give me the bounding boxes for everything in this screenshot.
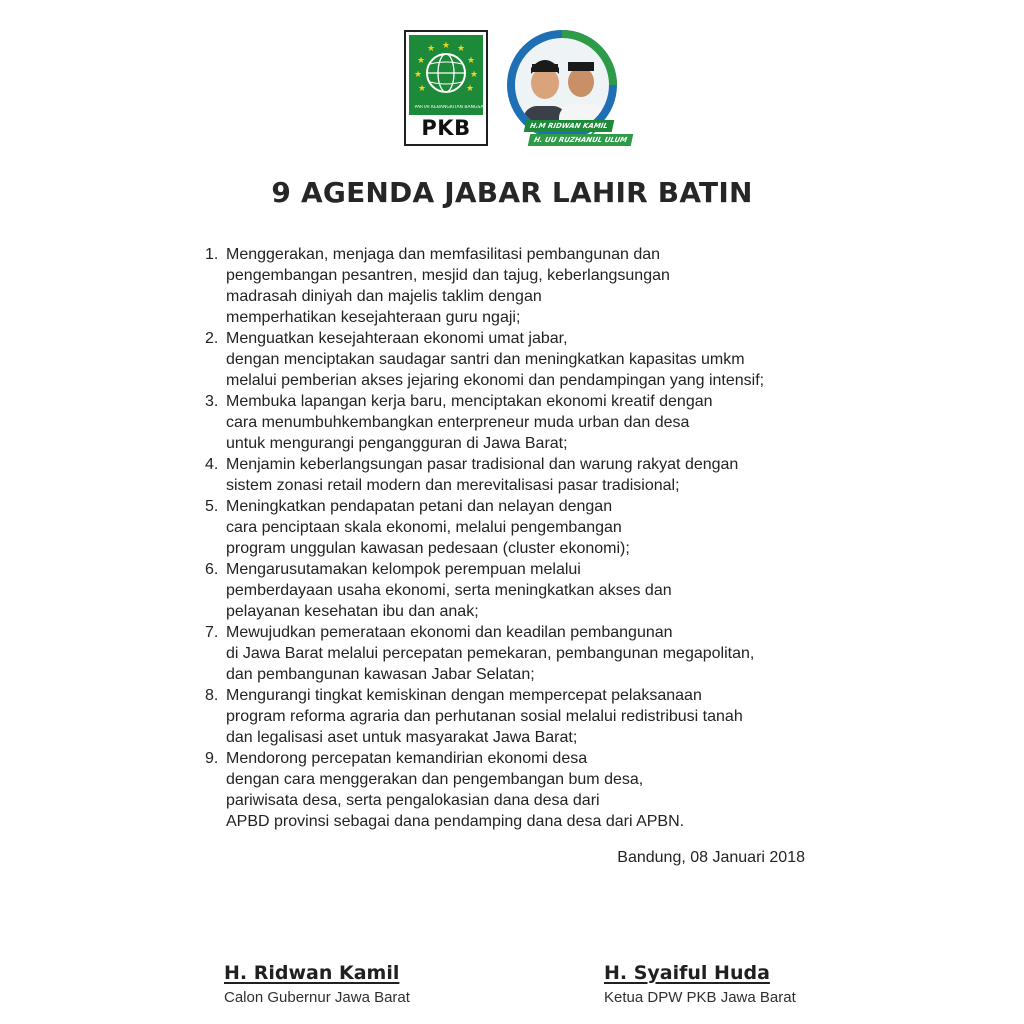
agenda-item	[205, 559, 825, 622]
agenda-line: memperhatikan kesejahteraan guru ngaji;	[226, 309, 521, 326]
agenda-line: di Jawa Barat melalui percepatan pemekaran, pembangunan megapolitan,	[226, 645, 755, 662]
agenda-line: madrasah diniyah dan majelis taklim dengan	[226, 288, 542, 305]
agenda-line: dengan cara menggerakan dan pengembangan bum desa,	[226, 771, 644, 788]
svg-text:★: ★	[416, 56, 426, 66]
agenda-line: Menggerakan, menjaga dan memfasilitasi pembangunan dan	[226, 246, 661, 263]
agenda-number: 3.	[205, 393, 219, 410]
agenda-line: dengan menciptakan saudagar santri dan meningkatkan kapasitas umkm	[226, 351, 745, 368]
agenda-line: dan pembangunan kawasan Jabar Selatan;	[226, 666, 535, 683]
agenda-line: Mengurangi tingkat kemiskinan dengan mempercepat pelaksanaan	[226, 687, 702, 704]
agenda-list	[205, 244, 825, 832]
agenda-line: pelayanan kesehatan ibu dan anak;	[226, 603, 479, 620]
place-date: Bandung, 08 Januari 2018	[617, 849, 805, 866]
document-title: 9 AGENDA JABAR LAHIR BATIN	[271, 176, 753, 209]
agenda-number: 9.	[205, 750, 219, 767]
agenda-line: Menjamin keberlangsungan pasar tradisional dan warung rakyat dengan	[226, 456, 739, 473]
svg-text:★: ★	[426, 44, 436, 54]
svg-text:★: ★	[417, 84, 427, 94]
agenda-line: sistem zonasi retail modern dan merevitalisasi pasar tradisional;	[226, 477, 680, 494]
agenda-line: dan legalisasi aset untuk masyarakat Jawa Barat;	[226, 729, 578, 746]
agenda-line: pemberdayaan usaha ekonomi, serta meningkatkan akses dan	[226, 582, 672, 599]
agenda-item	[205, 496, 825, 559]
agenda-item	[205, 748, 825, 832]
svg-text:★: ★	[441, 41, 451, 51]
agenda-line: program reforma agraria dan perhutanan sosial melalui redistribusi tanah	[226, 708, 743, 725]
agenda-line: pengembangan pesantren, mesjid dan tajug, keberlangsungan	[226, 267, 670, 284]
pkb-wordmark: PKB	[421, 116, 471, 140]
pkb-tagline: PARTAI KEBANGKITAN BANGSA	[414, 105, 484, 110]
agenda-number: 8.	[205, 687, 219, 704]
agenda-line: Mengarusutamakan kelompok perempuan melalui	[226, 561, 581, 578]
agenda-item	[205, 622, 825, 685]
signatory-name-left: H. Ridwan Kamil	[224, 962, 400, 984]
agenda-line: cara penciptaan skala ekonomi, melalui pengembangan	[226, 519, 622, 536]
agenda-line: Meningkatkan pendapatan petani dan nelayan dengan	[226, 498, 613, 515]
agenda-line: melalui pemberian akses jejaring ekonomi dan pendampingan yang intensif;	[226, 372, 765, 389]
agenda-number: 2.	[205, 330, 219, 347]
candidate-tag-1: H.M RIDWAN KAMIL	[524, 120, 614, 132]
agenda-line: Menguatkan kesejahteraan ekonomi umat jabar,	[226, 330, 568, 347]
agenda-line: Membuka lapangan kerja baru, menciptakan ekonomi kreatif dengan	[226, 393, 713, 410]
candidate-tag-2: H. UU RUZHANUL ULUM	[528, 134, 634, 146]
signatory-role-left: Calon Gubernur Jawa Barat	[224, 989, 410, 1006]
pkb-party-logo	[404, 30, 488, 146]
agenda-line: Mewujudkan pemerataan ekonomi dan keadilan pembangunan	[226, 624, 673, 641]
svg-text:★: ★	[465, 84, 475, 94]
signatory-role-right: Ketua DPW PKB Jawa Barat	[604, 989, 796, 1006]
agenda-line: Mendorong percepatan kemandirian ekonomi desa	[226, 750, 588, 767]
agenda-line: untuk mengurangi pengangguran di Jawa Barat;	[226, 435, 568, 452]
agenda-line: cara menumbuhkembangkan enterpreneur muda urban dan desa	[226, 414, 690, 431]
svg-text:★: ★	[469, 70, 479, 80]
agenda-number: 1.	[205, 246, 219, 263]
agenda-item	[205, 244, 825, 328]
agenda-item	[205, 328, 825, 391]
signatory-name-right: H. Syaiful Huda	[604, 962, 770, 984]
agenda-item	[205, 454, 825, 496]
agenda-number: 4.	[205, 456, 219, 473]
agenda-line: program unggulan kawasan pedesaan (cluster ekonomi);	[226, 540, 630, 557]
agenda-item	[205, 391, 825, 454]
agenda-number: 6.	[205, 561, 219, 578]
svg-text:★: ★	[466, 56, 476, 66]
agenda-line: pariwisata desa, serta pengalokasian dana desa dari	[226, 792, 600, 809]
agenda-number: 7.	[205, 624, 219, 641]
agenda-line: APBD provinsi sebagai dana pendamping dana desa dari APBN.	[226, 813, 685, 830]
agenda-number: 5.	[205, 498, 219, 515]
candidate-pair-logo	[503, 28, 628, 146]
pkb-emblem	[409, 35, 483, 115]
svg-text:★: ★	[413, 70, 423, 80]
svg-text:★: ★	[456, 44, 466, 54]
agenda-item	[205, 685, 825, 748]
globe-stars-icon	[409, 35, 483, 115]
